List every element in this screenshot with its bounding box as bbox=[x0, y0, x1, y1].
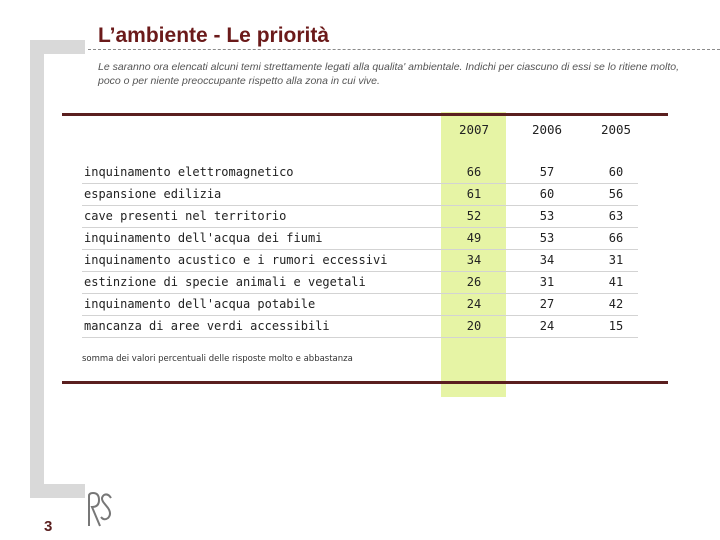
value-cell-2005: 42 bbox=[608, 297, 624, 311]
value-cell-2007: 26 bbox=[466, 275, 482, 289]
column-header-2005: 2005 bbox=[600, 122, 632, 137]
row-label: estinzione di specie animali e vegetali bbox=[84, 275, 366, 289]
row-label: inquinamento dell'acqua dei fiumi bbox=[84, 231, 323, 245]
frame-left-bar bbox=[30, 40, 44, 498]
value-cell-2007: 24 bbox=[466, 297, 482, 311]
value-cell-2007: 66 bbox=[466, 165, 482, 179]
title-divider bbox=[88, 49, 720, 50]
value-cell-2006: 53 bbox=[539, 209, 555, 223]
column-header-2007: 2007 bbox=[458, 122, 490, 137]
value-cell-2005: 56 bbox=[608, 187, 624, 201]
value-cell-2006: 31 bbox=[539, 275, 555, 289]
value-cell-2007: 49 bbox=[466, 231, 482, 245]
value-cell-2005: 63 bbox=[608, 209, 624, 223]
column-header-2006: 2006 bbox=[531, 122, 563, 137]
value-cell-2005: 66 bbox=[608, 231, 624, 245]
value-cell-2006: 24 bbox=[539, 319, 555, 333]
table-row bbox=[82, 271, 638, 294]
rs-logo bbox=[86, 490, 114, 530]
table-row bbox=[82, 161, 638, 184]
value-cell-2005: 60 bbox=[608, 165, 624, 179]
value-cell-2005: 41 bbox=[608, 275, 624, 289]
value-cell-2007: 61 bbox=[466, 187, 482, 201]
value-cell-2006: 34 bbox=[539, 253, 555, 267]
value-cell-2005: 15 bbox=[608, 319, 624, 333]
value-cell-2006: 53 bbox=[539, 231, 555, 245]
value-cell-2005: 31 bbox=[608, 253, 624, 267]
row-label: mancanza di aree verdi accessibili bbox=[84, 319, 330, 333]
table-row bbox=[82, 205, 638, 228]
frame-bottom-bar bbox=[30, 484, 85, 498]
value-cell-2007: 34 bbox=[466, 253, 482, 267]
row-label: inquinamento acustico e i rumori eccessivi bbox=[84, 253, 388, 267]
value-cell-2006: 57 bbox=[539, 165, 555, 179]
value-cell-2007: 20 bbox=[466, 319, 482, 333]
table-top-rule bbox=[62, 113, 668, 116]
row-label: inquinamento dell'acqua potabile bbox=[84, 297, 316, 311]
table-row bbox=[82, 183, 638, 206]
table-row bbox=[82, 315, 638, 338]
table-row bbox=[82, 249, 638, 272]
value-cell-2007: 52 bbox=[466, 209, 482, 223]
table-row bbox=[82, 293, 638, 316]
table-row bbox=[82, 227, 638, 250]
page-number: 3 bbox=[44, 518, 53, 535]
table-note: somma dei valori percentuali delle risposte molto e abbastanza bbox=[82, 354, 353, 364]
row-label: inquinamento elettromagnetico bbox=[84, 165, 294, 179]
question-text: Le saranno ora elencati alcuni temi strettamente legati alla qualita' ambientale. Indichi per ciascuno di essi se lo ritiene molto, poco o per niente preoccupante rispetto alla zona in cui vive. bbox=[98, 61, 679, 87]
value-cell-2006: 60 bbox=[539, 187, 555, 201]
table-bottom-rule bbox=[62, 381, 668, 384]
row-label: cave presenti nel territorio bbox=[84, 209, 287, 223]
value-cell-2006: 27 bbox=[539, 297, 555, 311]
page-title: L’ambiente - Le priorità bbox=[98, 24, 330, 47]
row-label: espansione edilizia bbox=[84, 187, 222, 201]
